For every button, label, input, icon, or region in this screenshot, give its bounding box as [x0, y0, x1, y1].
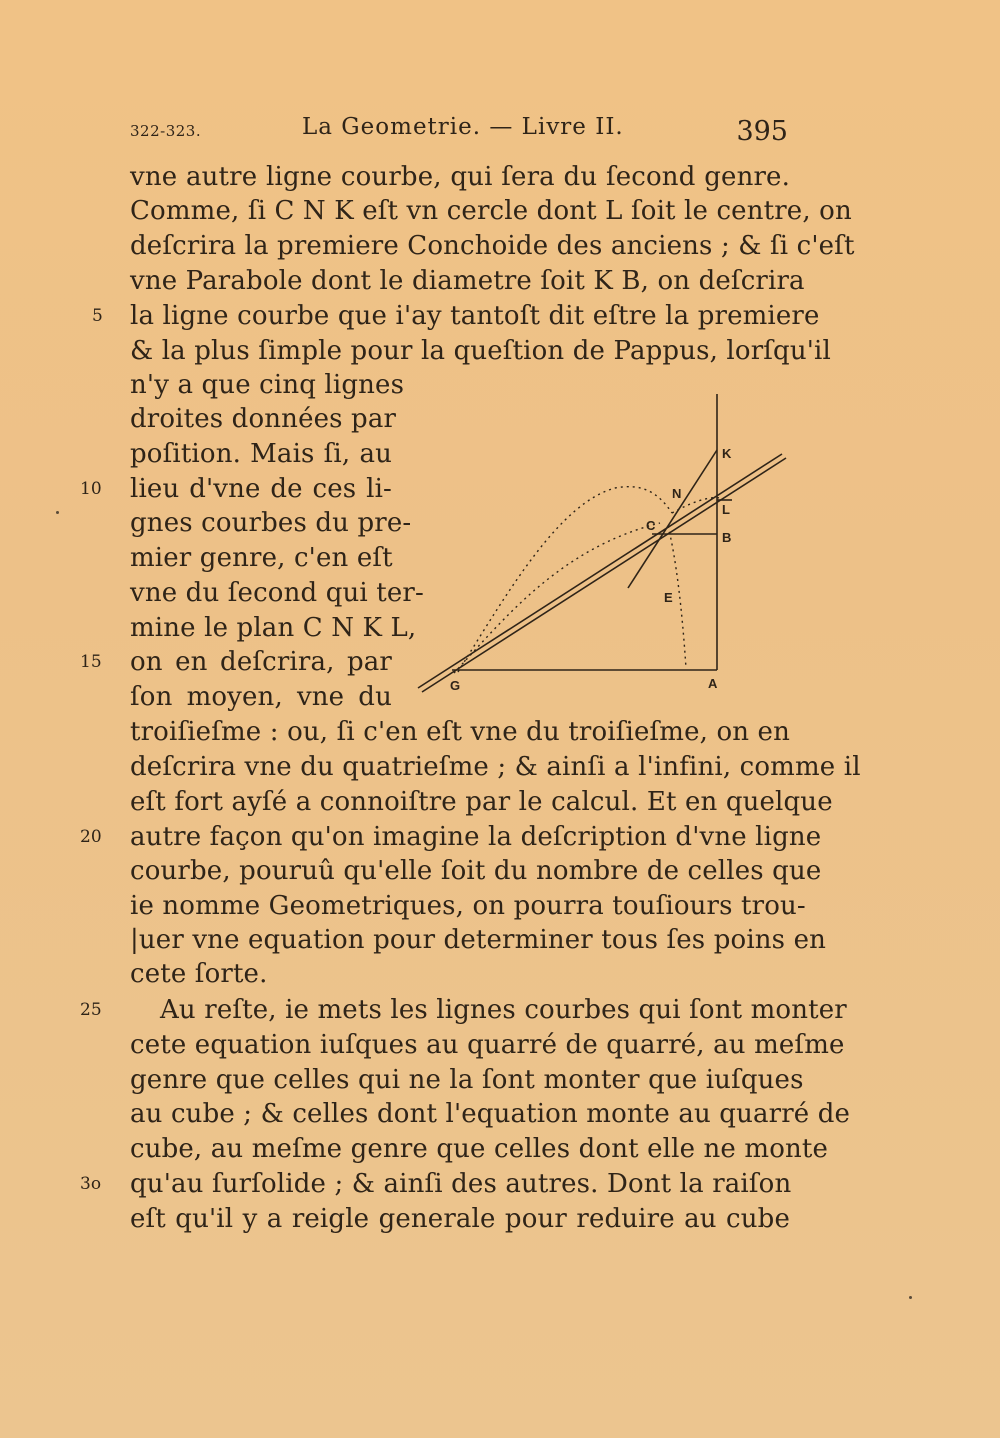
label-a: A: [708, 676, 718, 691]
line-number: 5: [92, 306, 103, 326]
text-line: au cube ; & celles dont l'equation monte au quarré de: [130, 1099, 851, 1129]
text-line: courbe, pouruû qu'elle ſoit du nombre de celles que: [130, 856, 822, 886]
text-line: Comme, ſi C N K eſt vn cercle dont L ſoit le centre, on: [130, 196, 852, 226]
text-line: gnes courbes du pre-: [130, 508, 412, 538]
text-line: cete ſorte.: [130, 959, 268, 989]
page-number: 395: [736, 116, 788, 147]
line-number: 25: [80, 1000, 102, 1020]
label-b: B: [722, 530, 732, 545]
text-line: lieu d'vne de ces li-: [130, 474, 392, 504]
text-line: eſt fort ayſé a connoiſtre par le calcul. Et en quelque: [130, 787, 833, 817]
text-line: vne du ſecond qui ter-: [130, 578, 424, 608]
label-g: G: [450, 678, 461, 693]
running-header: [130, 114, 790, 154]
text-line: ſon moyen, vne du: [130, 682, 392, 712]
label-e: E: [664, 590, 673, 605]
text-line: troiſieſme : ou, ſi c'en eſt vne du troiſieſme, on en: [130, 717, 790, 747]
line-number: 3o: [80, 1174, 102, 1194]
geometry-diagram: [410, 388, 800, 708]
paper-speck: [56, 511, 59, 514]
text-line: on en deſcrira, par: [130, 647, 392, 677]
label-l: L: [722, 502, 730, 517]
header-page-range: 322-323.: [130, 122, 202, 140]
text-line: eſt qu'il y a reigle generale pour reduire au cube: [130, 1204, 790, 1234]
text-line: deſcrira vne du quatrieſme ; & ainſi a l'infini, comme il: [130, 752, 861, 782]
text-line: deſcrira la premiere Conchoide des anciens ; & ſi c'eſt: [130, 231, 855, 261]
line-number: 15: [80, 652, 102, 672]
label-n: N: [672, 486, 682, 501]
text-line: & la plus ſimple pour la queſtion de Pappus, lorſqu'il: [130, 336, 831, 366]
line-number: 20: [80, 827, 102, 847]
ruler-line-lower: [422, 458, 786, 692]
conchoid-curve: [458, 487, 672, 672]
text-line: cete equation iuſques au quarré de quarré, au meſme: [130, 1030, 845, 1060]
text-line: Au reſte, ie mets les lignes courbes qui ſont monter: [160, 995, 847, 1025]
line-number: 10: [80, 479, 102, 499]
text-line: la ligne courbe que i'ay tantoſt dit eſtre la premiere: [130, 301, 820, 331]
text-line: ie nomme Geometriques, on pourra touſiours trou-: [130, 891, 806, 921]
text-line: autre façon qu'on imagine la deſcription d'vne ligne: [130, 822, 822, 852]
text-line: vne autre ligne courbe, qui ſera du ſecond genre.: [130, 162, 790, 192]
text-line: poſition. Mais ſi, au: [130, 439, 392, 469]
text-line: |uer vne equation pour determiner tous ſes poins en: [130, 925, 827, 955]
paper-speck: [909, 1296, 912, 1299]
label-k: K: [722, 446, 732, 461]
text-line: qu'au ſurſolide ; & ainſi des autres. Dont la raiſon: [130, 1169, 792, 1199]
text-line: droites données par: [130, 404, 397, 434]
text-line: n'y a que cinq lignes: [130, 370, 405, 400]
label-c: C: [646, 518, 656, 533]
text-line: genre que celles qui ne la ſont monter que iuſques: [130, 1065, 804, 1095]
geometry-figure: [410, 388, 800, 708]
header-title: La Geometrie. — Livre II.: [302, 114, 624, 140]
text-line: vne Parabole dont le diametre ſoit K B, on deſcrira: [130, 266, 805, 296]
ruler-line-upper: [418, 454, 782, 688]
line-kc: [628, 450, 717, 588]
text-line: mier genre, c'en eſt: [130, 543, 393, 573]
text-line: mine le plan C N K L,: [130, 613, 417, 643]
text-line: cube, au meſme genre que celles dont elle ne monte: [130, 1134, 829, 1164]
